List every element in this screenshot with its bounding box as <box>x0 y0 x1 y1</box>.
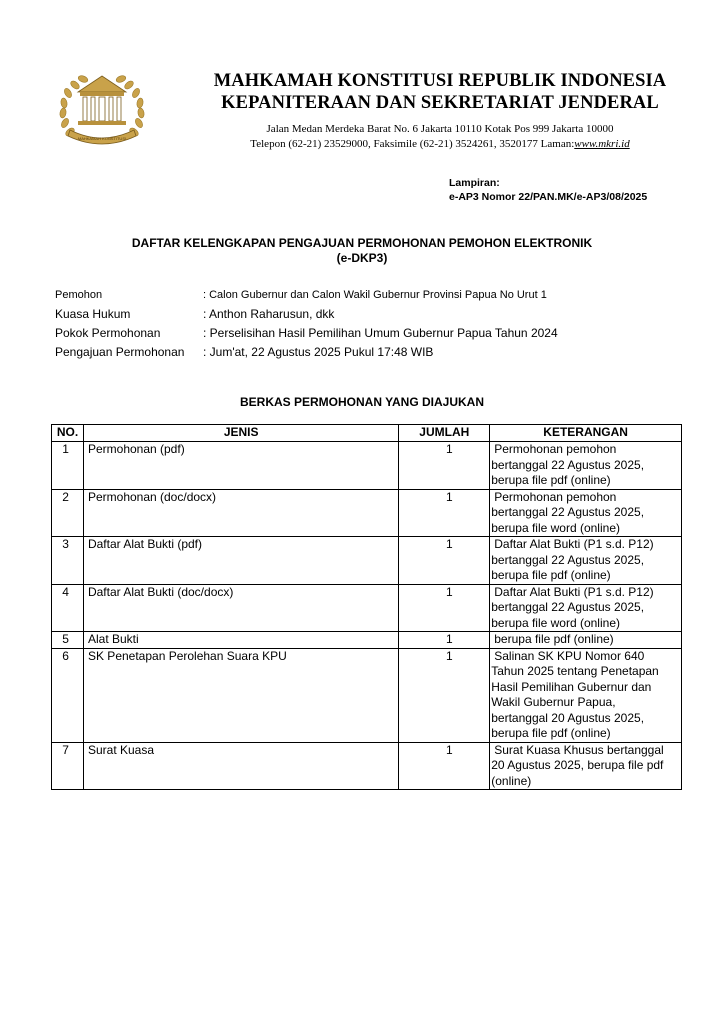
document-title-line1: DAFTAR KELENGKAPAN PENGAJUAN PERMOHONAN PEMOHON ELEKTRONIK <box>131 236 593 250</box>
keterangan-line: Permohonan pemohon <box>494 442 617 456</box>
info-value: : Perselisihan Hasil Pemilihan Umum Gubernur Papua Tahun 2024 <box>203 326 558 340</box>
cell-jumlah: 1 <box>399 742 490 790</box>
attachment-label: Lampiran: <box>449 177 500 189</box>
table-row <box>52 489 682 537</box>
keterangan-line: Permohonan pemohon <box>494 489 617 504</box>
keterangan-line: bertanggal 22 Agustus 2025, <box>491 600 645 614</box>
letterhead-address: Jalan Medan Merdeka Barat No. 6 Jakarta 10110 Kotak Pos 999 Jakarta 10000 <box>266 123 614 135</box>
cell-jenis: Permohonan (doc/docx) <box>83 489 398 537</box>
column-header-jenis: JENIS <box>83 425 398 442</box>
cell-jenis: Surat Kuasa <box>83 742 398 790</box>
keterangan-line: Daftar Alat Bukti (P1 s.d. P12) <box>494 584 654 599</box>
keterangan-line: bertanggal 22 Agustus 2025, <box>491 505 645 519</box>
keterangan-line: berupa file pdf (online) <box>494 632 614 646</box>
keterangan-line: berupa file word (online) <box>491 520 620 535</box>
keterangan-line: Daftar Alat Bukti (P1 s.d. P12) <box>494 537 654 551</box>
documents-table <box>51 424 682 790</box>
info-label: Pengajuan Permohonan <box>55 345 185 359</box>
cell-keterangan <box>490 537 682 585</box>
table-row <box>52 584 682 632</box>
cell-keterangan <box>490 584 682 632</box>
section-title: BERKAS PERMOHONAN YANG DIAJUKAN <box>239 395 485 409</box>
cell-jumlah: 1 <box>399 648 490 742</box>
info-value: : Anthon Raharusun, dkk <box>203 307 335 321</box>
keterangan-line: berupa file pdf (online) <box>491 568 611 582</box>
cell-jumlah: 1 <box>399 537 490 585</box>
cell-jenis: Daftar Alat Bukti (pdf) <box>83 537 398 585</box>
table-row <box>52 442 682 490</box>
keterangan-line: berupa file pdf (online) <box>491 473 611 487</box>
column-header-jumlah: JUMLAH <box>399 425 490 442</box>
cell-jenis: SK Penetapan Perolehan Suara KPU <box>83 648 398 742</box>
cell-no: 1 <box>52 442 84 490</box>
letterhead-contact <box>160 137 720 151</box>
attachment-reference <box>449 176 647 204</box>
cell-jenis: Alat Bukti <box>83 632 398 649</box>
document-title <box>0 236 724 266</box>
document-title-line2: (e-DKP3) <box>336 251 388 265</box>
table-row <box>52 742 682 790</box>
keterangan-line: Salinan SK KPU Nomor 640 <box>494 648 645 663</box>
info-label: Pemohon <box>55 289 103 301</box>
table-row <box>52 648 682 742</box>
column-header-no: NO. <box>52 425 84 442</box>
table-row <box>52 537 682 585</box>
institution-name: MAHKAMAH KONSTITUSI REPUBLIK INDONESIA <box>213 71 667 91</box>
cell-no: 3 <box>52 537 84 585</box>
table-header-row <box>52 425 682 442</box>
attachment-number: e-AP3 Nomor 22/PAN.MK/e-AP3/08/2025 <box>449 191 648 203</box>
keterangan-line: Surat Kuasa Khusus bertanggal <box>494 742 664 757</box>
cell-keterangan <box>490 442 682 490</box>
cell-jumlah: 1 <box>399 442 490 490</box>
department-name: KEPANITERAAN DAN SEKRETARIAT JENDERAL <box>221 93 659 113</box>
keterangan-line: (online) <box>491 773 532 788</box>
cell-keterangan <box>490 648 682 742</box>
cell-jumlah: 1 <box>399 489 490 537</box>
cell-keterangan <box>490 489 682 537</box>
keterangan-line: bertanggal 20 Agustus 2025, <box>491 710 645 725</box>
cell-jenis: Permohonan (pdf) <box>83 442 398 490</box>
info-value: : Calon Gubernur dan Calon Wakil Gubernur Provinsi Papua No Urut 1 <box>203 289 547 301</box>
keterangan-line: berupa file word (online) <box>491 615 620 630</box>
keterangan-line: bertanggal 22 Agustus 2025, <box>491 552 645 567</box>
cell-no: 7 <box>52 742 84 790</box>
cell-no: 5 <box>52 632 84 649</box>
table-row <box>52 632 682 649</box>
keterangan-line: 20 Agustus 2025, berupa file pdf <box>491 758 664 772</box>
cell-no: 4 <box>52 584 84 632</box>
letterhead <box>160 70 720 151</box>
keterangan-line: Tahun 2025 tentang Penetapan <box>491 664 659 678</box>
cell-no: 6 <box>52 648 84 742</box>
website-link[interactable]: www.mkri.id <box>574 138 630 150</box>
cell-jenis: Daftar Alat Bukti (doc/docx) <box>83 584 398 632</box>
cell-jumlah: 1 <box>399 632 490 649</box>
info-label: Pokok Permohonan <box>55 326 161 340</box>
cell-no: 2 <box>52 489 84 537</box>
keterangan-line: Hasil Pemilihan Gubernur dan <box>491 679 652 694</box>
cell-jumlah: 1 <box>399 584 490 632</box>
cell-keterangan <box>490 742 682 790</box>
keterangan-line: Wakil Gubernur Papua, <box>491 695 616 709</box>
column-header-keterangan: KETERANGAN <box>490 425 682 442</box>
cell-keterangan <box>490 632 682 649</box>
info-label: Kuasa Hukum <box>55 307 131 321</box>
mk-emblem-logo <box>56 68 148 150</box>
svg-text:MAHKAMAH KONSTITUSI: MAHKAMAH KONSTITUSI <box>77 136 127 141</box>
keterangan-line: berupa file pdf (online) <box>491 726 611 740</box>
info-value: : Jum'at, 22 Agustus 2025 Pukul 17:48 WIB <box>203 345 434 359</box>
contact-text: Telepon (62-21) 23529000, Faksimile (62-21) 3524261, 3520177 Laman: <box>250 138 575 150</box>
keterangan-line: bertanggal 22 Agustus 2025, <box>491 457 645 472</box>
